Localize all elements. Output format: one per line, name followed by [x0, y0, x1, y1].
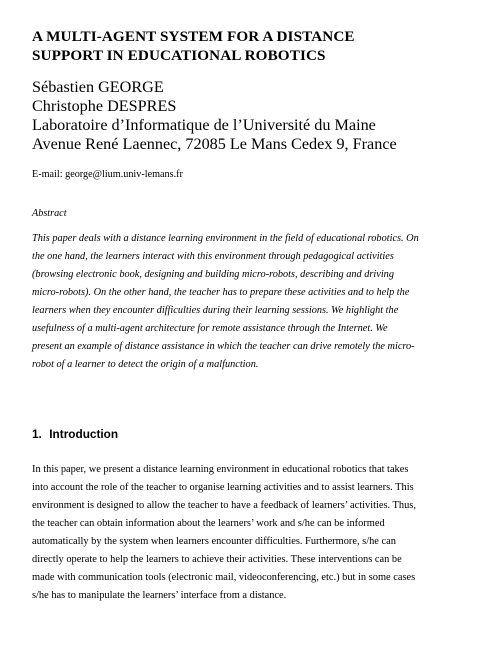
- paper-title: [32, 27, 472, 65]
- body-line: s/he has to manipulate the learners’ interface from a distance.: [32, 590, 287, 601]
- body-line: automatically by the system when learners encounter difficulties. Furthermore, s/he can: [32, 536, 396, 547]
- author-name: Christophe DESPRES: [32, 97, 177, 115]
- section-title: Introduction: [49, 427, 119, 441]
- body-line: into account the role of the teacher to organise learning activities and to assist learners. This: [32, 482, 414, 493]
- section-heading: [32, 427, 118, 442]
- title-line: A MULTI-AGENT SYSTEM FOR A DISTANCE: [32, 28, 355, 45]
- body-line: environment is designed to allow the teacher to have a feedback of learners’ activities. Thus,: [32, 500, 416, 511]
- body-line: made with communication tools (electronic mail, videoconferencing, etc.) but in some cases: [32, 572, 416, 583]
- introduction-body: [32, 461, 472, 605]
- email-line: E-mail: george@lium.univ-lemans.fr: [32, 169, 183, 180]
- abstract-line: learners when they encounter difficulties during their learning sessions. We highlight the: [32, 305, 399, 316]
- address: Avenue René Laennec, 72085 Le Mans Cedex 9, France: [32, 135, 397, 153]
- abstract-line: (browsing electronic book, designing and building micro-robots, describing and driving: [32, 269, 394, 280]
- abstract-body: [32, 230, 472, 374]
- abstract-line: This paper deals with a distance learning environment in the field of educational robotics. On: [32, 233, 419, 244]
- body-line: In this paper, we present a distance learning environment in educational robotics that takes: [32, 464, 409, 475]
- abstract-heading: Abstract: [32, 208, 67, 219]
- abstract-line: the one hand, the learners interact with this environment through pedagogical activities: [32, 251, 394, 262]
- abstract-line: micro-robots). On the other hand, the teacher has to prepare these activities and to help the: [32, 287, 410, 298]
- abstract-line: present an example of distance assistance in which the teacher can drive remotely the micro-: [32, 341, 415, 352]
- author-block: [32, 78, 472, 154]
- affiliation: Laboratoire d’Informatique de l’Université du Maine: [32, 116, 376, 134]
- body-line: directly operate to help the learners to achieve their activities. These interventions can be: [32, 554, 402, 565]
- abstract-line: usefulness of a multi-agent architecture for remote assistance through the Internet. We: [32, 323, 388, 334]
- author-name: Sébastien GEORGE: [32, 78, 164, 96]
- title-line: SUPPORT IN EDUCATIONAL ROBOTICS: [32, 47, 326, 64]
- abstract-line: robot of a learner to detect the origin of a malfunction.: [32, 359, 259, 370]
- section-number: 1.: [32, 427, 42, 441]
- body-line: the teacher can obtain information about the learners’ work and s/he can be informed: [32, 518, 385, 529]
